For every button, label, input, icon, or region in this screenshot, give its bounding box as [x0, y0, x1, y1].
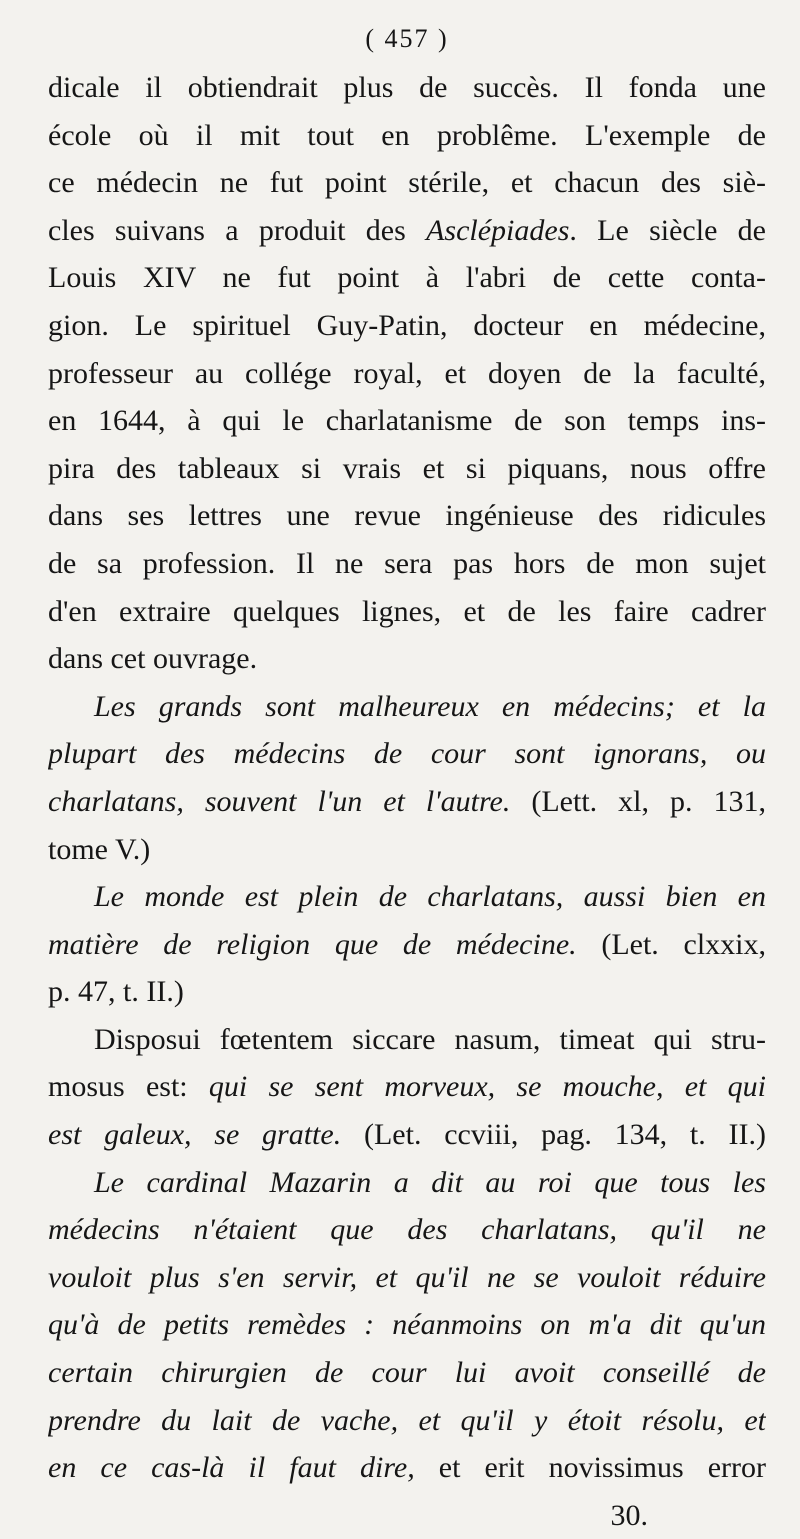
line-text: de sa profession. Il ne sera pas hors de mon sujet: [48, 546, 766, 580]
italic-text: plupart des médecins de cour sont ignorans, ou: [48, 737, 766, 771]
text-line: [48, 921, 766, 969]
italic-text: matière de religion que de médecine.: [48, 927, 577, 961]
text-line: [48, 159, 766, 207]
line-text: gion. Le spirituel Guy-Patin, docteur en médecine,: [48, 308, 766, 342]
text-line: [48, 1254, 766, 1302]
italic-text: médecins n'étaient que des charlatans, qu'il ne: [48, 1213, 766, 1247]
text-line: [48, 1016, 766, 1064]
italic-text: est galeux, se gratte.: [48, 1118, 342, 1152]
text-line: [48, 635, 766, 683]
italic-text: Les grands sont malheureux en médecins; et la: [94, 689, 766, 723]
text-line: [48, 778, 766, 826]
line-text: (Let. ccviii, pag. 134, t. II.): [341, 1118, 766, 1152]
text-line: [48, 207, 766, 255]
text-line: [48, 302, 766, 350]
text-line: [48, 64, 766, 112]
text-line: [48, 730, 766, 778]
text-line: [48, 826, 766, 874]
line-text: professeur au collége royal, et doyen de la faculté,: [48, 356, 766, 390]
text-line: [48, 1492, 766, 1539]
text-line: [48, 1159, 766, 1207]
text-line: [48, 683, 766, 731]
text-line: [48, 1397, 766, 1445]
line-text: mosus est:: [48, 1070, 209, 1104]
line-text: et erit novissimus error: [414, 1451, 766, 1485]
italic-text: qu'à de petits remèdes : néanmoins on m'a dit qu'un: [48, 1308, 766, 1342]
line-text: 30.: [610, 1498, 648, 1532]
italic-text: vouloit plus s'en servir, et qu'il ne se vouloit réduire: [48, 1260, 766, 1294]
italic-text: Le monde est plein de charlatans, aussi bien en: [94, 880, 766, 914]
line-text: pira des tableaux si vrais et si piquans, nous offre: [48, 451, 766, 485]
text-line: [48, 397, 766, 445]
text-line: [48, 445, 766, 493]
line-text: école où il mit tout en problême. L'exemple de: [48, 118, 766, 152]
line-text: tome V.): [48, 832, 151, 866]
text-line: [48, 1063, 766, 1111]
text-body: [48, 64, 766, 1539]
line-text: . Le siècle de: [569, 213, 766, 247]
text-line: [48, 492, 766, 540]
text-line: [48, 1301, 766, 1349]
line-text: Louis XIV ne fut point à l'abri de cette conta-: [48, 261, 766, 295]
text-line: [48, 1111, 766, 1159]
text-line: [48, 112, 766, 160]
text-line: [48, 540, 766, 588]
italic-text: Le cardinal Mazarin a dit au roi que tous les: [94, 1165, 766, 1199]
line-text: dans cet ouvrage.: [48, 642, 258, 676]
page-number: ( 457 ): [365, 24, 449, 53]
line-text: d'en extraire quelques lignes, et de les faire cadrer: [48, 594, 766, 628]
line-text: p. 47, t. II.): [48, 975, 184, 1009]
italic-text: charlatans, souvent l'un et l'autre.: [48, 784, 511, 818]
line-text: Disposui fœtentem siccare nasum, timeat qui stru-: [94, 1022, 766, 1056]
line-text: dicale il obtiendrait plus de succès. Il fonda une: [48, 71, 766, 104]
italic-text: prendre du lait de vache, et qu'il y étoit résolu, et: [48, 1403, 766, 1437]
italic-text: qui se sent morveux, se mouche, et qui: [208, 1070, 766, 1104]
text-line: [48, 968, 766, 1016]
text-line: [48, 1444, 766, 1492]
italic-text: Asclépiades: [426, 213, 570, 247]
line-text: cles suivans a produit des: [48, 213, 427, 247]
line-text: (Lett. xl, p. 131,: [510, 784, 766, 818]
text-line: [48, 1349, 766, 1397]
italic-text: en ce cas-là il faut dire,: [48, 1451, 415, 1485]
line-text: ce médecin ne fut point stérile, et chacun des siè-: [48, 166, 766, 200]
text-line: [48, 588, 766, 636]
italic-text: certain chirurgien de cour lui avoit conseillé de: [48, 1356, 766, 1390]
text-line: [48, 350, 766, 398]
line-text: dans ses lettres une revue ingénieuse des ridicules: [48, 499, 766, 533]
text-line: [48, 1206, 766, 1254]
line-text: (Let. clxxix,: [576, 927, 766, 961]
line-text: en 1644, à qui le charlatanisme de son temps ins-: [48, 404, 766, 438]
text-line: [48, 254, 766, 302]
text-line: [48, 873, 766, 921]
